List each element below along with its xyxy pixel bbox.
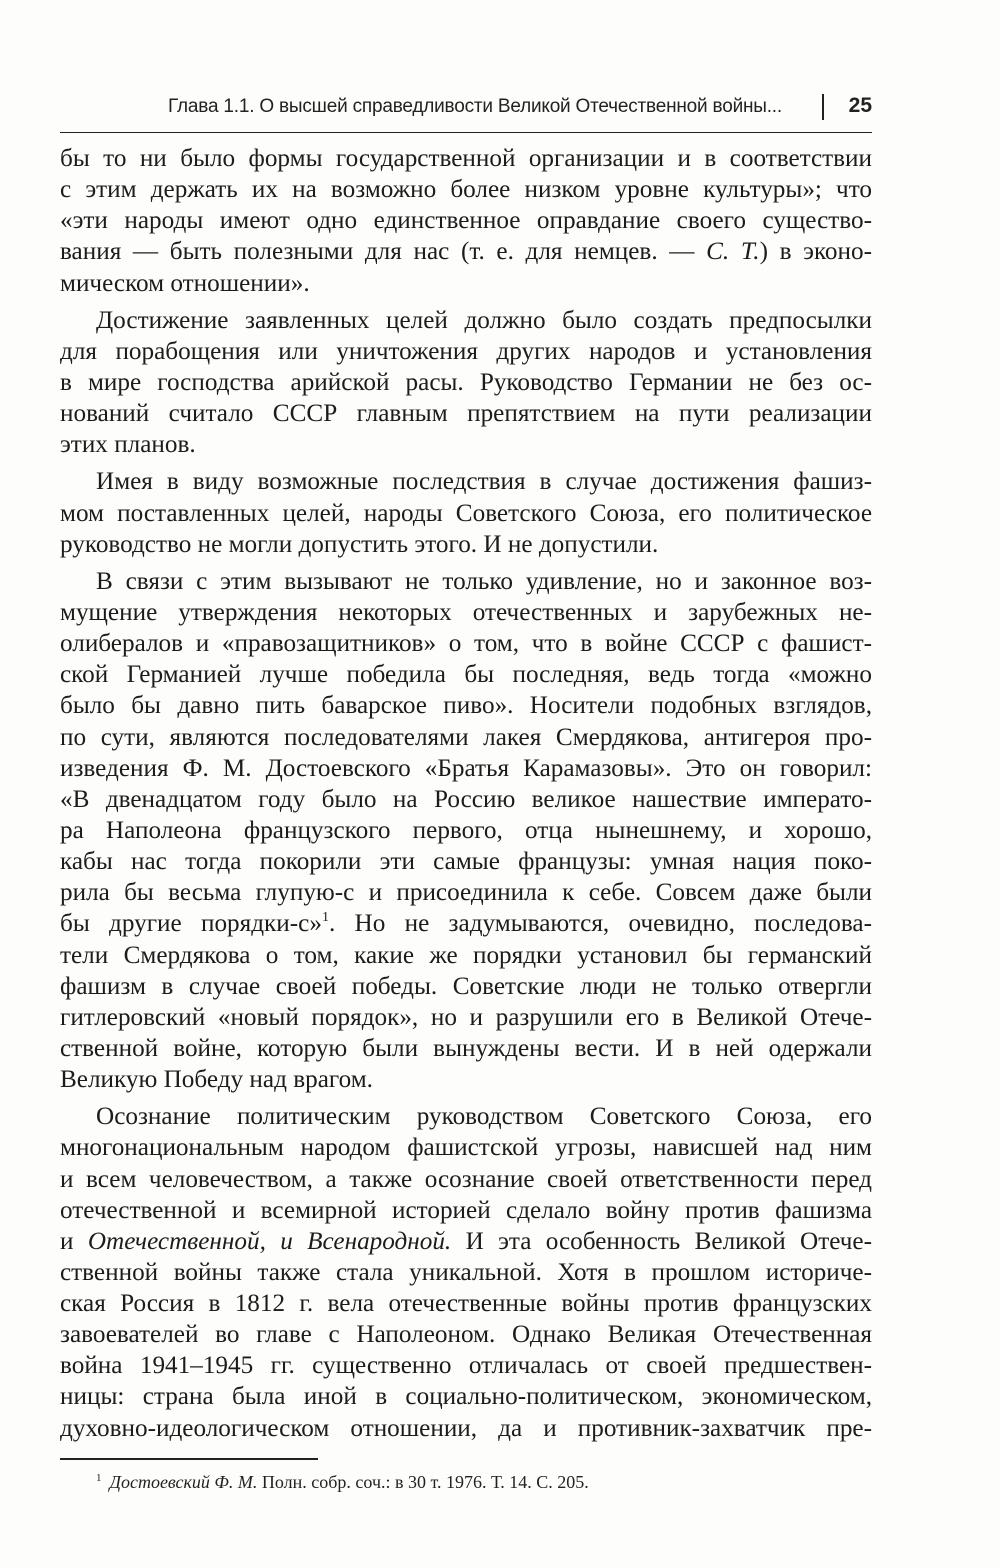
- text-line: тели Смердякова о том, какие же порядки установил бы германский: [60, 941, 872, 969]
- paragraph: [60, 566, 872, 1095]
- page-number: 25: [848, 94, 872, 117]
- paragraph: [60, 305, 872, 461]
- text-line: ская Россия в 1812 г. вела отечественные войны против французских: [60, 1290, 872, 1318]
- text-line: Великую Победу над врагом.: [60, 1066, 373, 1094]
- text-line: В связи с этим вызывают не только удивление, но и законное воз-: [96, 567, 872, 595]
- text-line: бы другие порядки-с»$^1$. Но не задумываются, очевидно, последова-: [60, 910, 872, 938]
- footnote-reference[interactable]: 1: [321, 910, 329, 926]
- text-line: ра Наполеона французского первого, отца нынешнему, и хорошо,: [60, 816, 872, 844]
- text-line: отечественной и всемирной историей сделало войну против фашизма: [60, 1196, 872, 1224]
- paragraph: [60, 466, 872, 559]
- footnote-author: Достоевский Ф. М.: [109, 1472, 258, 1492]
- text-line: Достижение заявленных целей должно было создать предпосылки: [96, 306, 872, 334]
- text-line: духовно-идеологическом отношении, да и противник-захватчик пре-: [60, 1414, 872, 1442]
- text-line: многонациональным народом фашистской угрозы, нависшей над ним: [60, 1134, 872, 1162]
- text-line: было бы давно пить баварское пиво». Носители подобных взглядов,: [60, 692, 872, 720]
- text-line: по сути, являются последователями лакея Смердякова, антигероя про-: [60, 723, 872, 751]
- text-line: кабы нас тогда покорили эти самые французы: умная нация поко-: [60, 848, 872, 876]
- text-line: ственной войны также стала уникальной. Хотя в прошлом историче-: [60, 1258, 872, 1286]
- text-line: с этим держать их на возможно более низком уровне культуры»; что: [60, 176, 872, 204]
- text-line: нований считало СССР главным препятствием на пути реализации: [60, 400, 872, 428]
- text-line: фашизм в случае своей победы. Советские люди не только отвергли: [60, 972, 872, 1000]
- text-line: Осознание политическим руководством Советского Союза, его: [96, 1103, 872, 1131]
- text-line: и всем человечеством, а также осознание своей ответственности перед: [60, 1165, 872, 1193]
- emphasis-italic: Отечественной, и Всенародной.: [87, 1227, 452, 1255]
- paragraph: [60, 1101, 872, 1444]
- footnote-marker: 1: [96, 1472, 102, 1484]
- footnote-text: Полн. собр. соч.: в 30 т. 1976. Т. 14. С. 205.: [261, 1472, 589, 1492]
- running-header: [60, 92, 872, 133]
- text-line: бы то ни было формы государственной организации и в соответствии: [60, 145, 872, 172]
- text-line: олибералов и «правозащитников» о том, что в войне СССР с фашист-: [60, 630, 872, 658]
- text-line: ской Германией лучше победила бы последняя, ведь тогда «можно: [60, 661, 872, 689]
- text-line: изведения Ф. М. Достоевского «Братья Карамазовы». Это он говорил:: [60, 754, 872, 782]
- text-line: «В двенадцатом году было на Россию великое нашествие императо-: [60, 785, 872, 813]
- footnote: [96, 1472, 589, 1493]
- header-separator: [822, 94, 824, 120]
- text-line: руководство не могли допустить этого. И не допустили.: [60, 530, 659, 558]
- text-line: в мире господства арийской расы. Руководство Германии не без ос-: [60, 368, 872, 396]
- text-line: ственной войне, которую были вынуждены вести. И в ней одержали: [60, 1034, 872, 1062]
- text-line: вания — быть полезными для нас (т. е. для немцев. — С. Т.) в эконо-: [60, 238, 872, 266]
- text-line: гитлеровский «новый порядок», но и разрушили его в Великой Отече-: [60, 1003, 872, 1031]
- text-line: ницы: страна была иной в социально-политическом, экономическом,: [60, 1383, 872, 1411]
- footnote-divider: [60, 1458, 318, 1460]
- text-line: война 1941–1945 гг. существенно отличалась от своей предшествен-: [60, 1352, 872, 1380]
- text-line: Имея в виду возможные последствия в случае достижения фашиз-: [96, 468, 872, 496]
- chapter-title: Глава 1.1. О высшей справедливости Великой Отечественной войны...: [168, 96, 782, 117]
- text-line: мущение утверждения некоторых отечественных и зарубежных не-: [60, 598, 872, 626]
- text-line: мом поставленных целей, народы Советского Союза, его политическое: [60, 499, 872, 527]
- text-line: мическом отношении».: [60, 269, 310, 297]
- text-line: рила бы весьма глупую-с и присоединила к себе. Совсем даже были: [60, 879, 872, 907]
- text-line: этих планов.: [60, 431, 196, 459]
- paragraph: [60, 143, 872, 299]
- text-line: для порабощения или уничтожения других народов и установления: [60, 337, 872, 365]
- initials-italic: С. Т.: [706, 238, 760, 266]
- text-line: «эти народы имеют одно единственное оправдание своего существо-: [60, 207, 872, 235]
- text-line: завоевателей во главе с Наполеоном. Однако Великая Отечественная: [60, 1321, 872, 1349]
- body-text: [60, 143, 872, 1444]
- text-line: и Отечественной, и Всенародной. И эта особенность Великой Отече-: [60, 1227, 872, 1255]
